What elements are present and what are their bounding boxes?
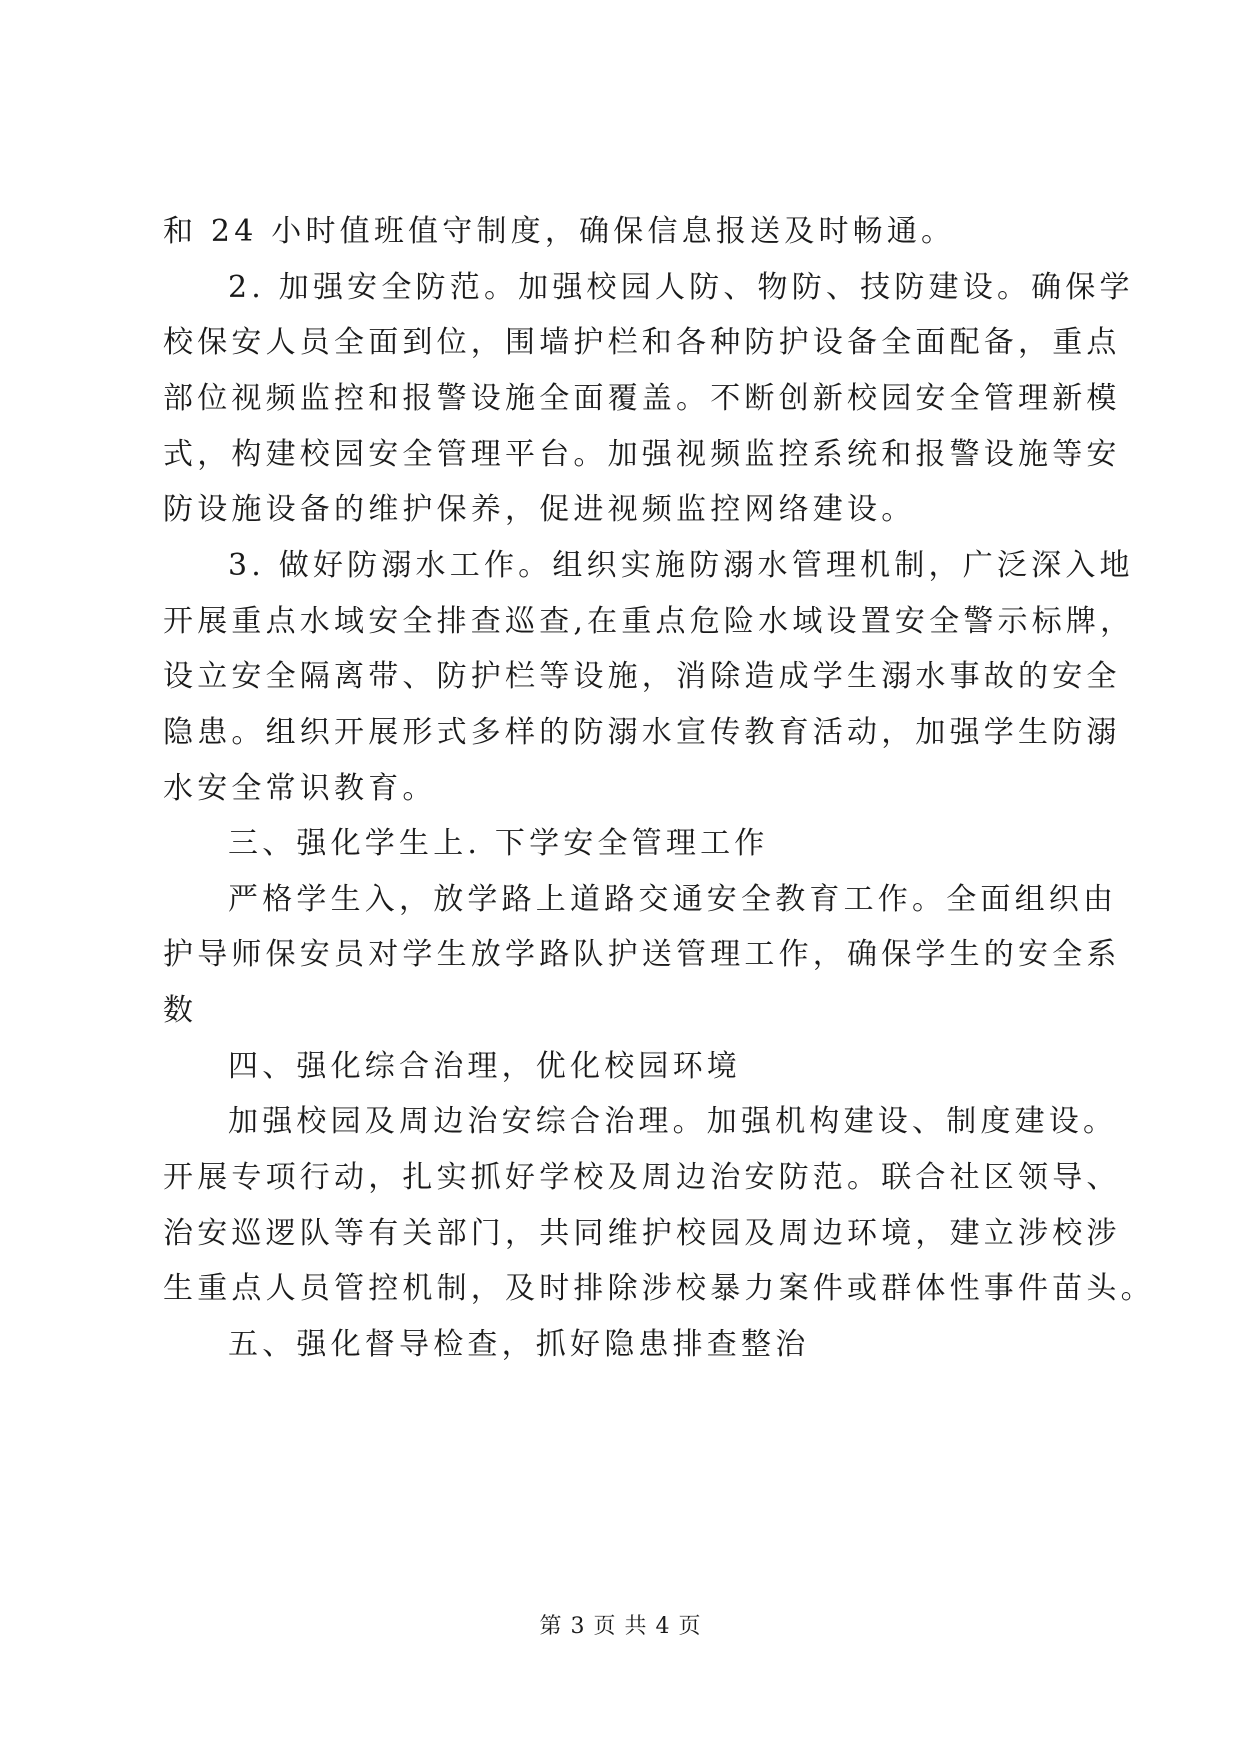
text-line: 数 xyxy=(163,993,198,1028)
paragraph-first-line: 2. 加强安全防范。加强校园人防、物防、技防建设。确保学 xyxy=(228,270,1134,305)
text-line: 开展重点水域安全排查巡查,在重点危险水域设置安全警示标牌， xyxy=(163,604,1135,639)
paragraph-first-line: 加强校园及周边治安综合治理。加强机构建设、制度建设。 xyxy=(228,1104,1118,1139)
text-line: 护导师保安员对学生放学路队护送管理工作，确保学生的安全系 xyxy=(163,937,1121,972)
section-heading: 四、强化综合治理，优化校园环境 xyxy=(228,1049,741,1084)
section-heading: 三、强化学生上. 下学安全管理工作 xyxy=(228,826,769,861)
text-line: 治安巡逻队等有关部门，共同维护校园及周边环境，建立涉校涉 xyxy=(163,1216,1121,1251)
text-line: 隐患。组织开展形式多样的防溺水宣传教育活动，加强学生防溺 xyxy=(163,715,1121,750)
paragraph-first-line: 3. 做好防溺水工作。组织实施防溺水管理机制，广泛深入地 xyxy=(228,548,1134,583)
paragraph-first-line: 严格学生入，放学路上道路交通安全教育工作。全面组织由 xyxy=(228,882,1118,917)
text-line: 开展专项行动，扎实抓好学校及周边治安防范。联合社区领导、 xyxy=(163,1160,1121,1195)
text-line: 和 24 小时值班值守制度，确保信息报送及时畅通。 xyxy=(163,214,956,249)
text-line: 生重点人员管控机制，及时排除涉校暴力案件或群体性事件苗头。 xyxy=(163,1271,1155,1306)
text-line: 校保安人员全面到位，围墙护栏和各种防护设备全面配备，重点 xyxy=(163,325,1121,360)
section-heading: 五、强化督导检查，抓好隐患排查整治 xyxy=(228,1327,810,1362)
text-line: 防设施设备的维护保养，促进视频监控网络建设。 xyxy=(163,492,916,527)
text-line: 设立安全隔离带、防护栏等设施，消除造成学生溺水事故的安全 xyxy=(163,659,1121,694)
page-number-footer: 第 3 页 共 4 页 xyxy=(539,1614,702,1639)
text-line: 水安全常识教育。 xyxy=(163,771,437,806)
text-line: 部位视频监控和报警设施全面覆盖。不断创新校园安全管理新模 xyxy=(163,381,1121,416)
text-line: 式，构建校园安全管理平台。加强视频监控系统和报警设施等安 xyxy=(163,437,1121,472)
